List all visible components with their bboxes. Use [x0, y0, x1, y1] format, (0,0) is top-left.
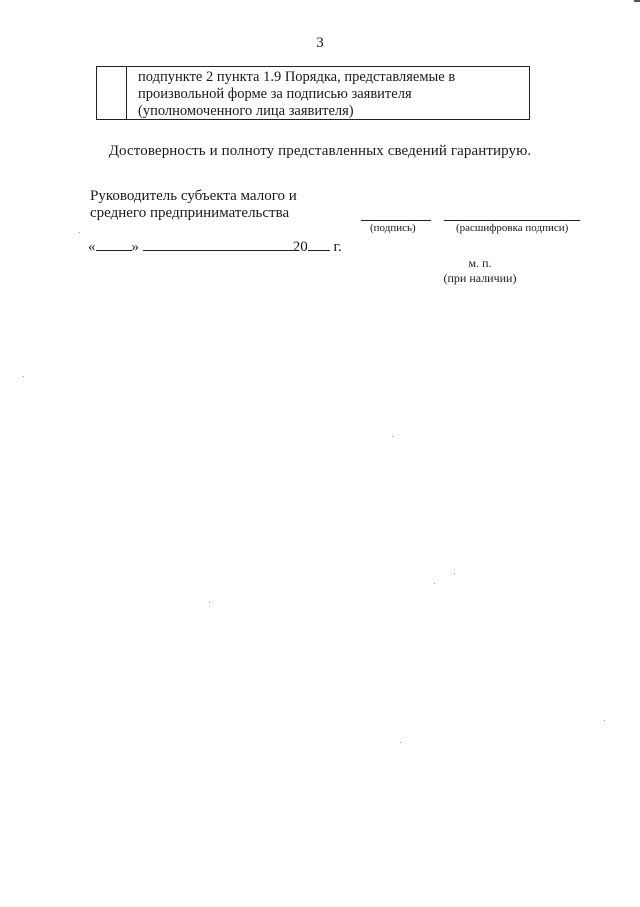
signatory-title-line: среднего предпринимательства	[90, 205, 290, 221]
stamp-place	[440, 256, 520, 286]
scan-speck	[209, 602, 210, 603]
scan-speck	[392, 436, 393, 437]
date-open-quote: «	[88, 239, 96, 255]
table-left-border	[96, 66, 97, 120]
scan-speck	[604, 720, 605, 721]
date-year-blank[interactable]	[308, 236, 330, 251]
date-month-blank[interactable]	[143, 236, 293, 251]
table-cell-text	[138, 69, 528, 120]
page-number: 3	[316, 35, 324, 51]
table-cell-line: (уполномоченного лица заявителя)	[138, 103, 354, 119]
decryption-caption: (расшифровка подписи)	[456, 222, 569, 234]
corner-mark	[634, 0, 640, 2]
table-column-divider	[126, 66, 127, 120]
date-close-quote: »	[131, 239, 139, 255]
stamp-note: (при наличии)	[443, 271, 517, 285]
table-cell-line: произвольной форме за подписью заявителя	[138, 86, 412, 102]
scan-speck	[23, 376, 24, 377]
stamp-label: м. п.	[468, 256, 492, 270]
date-row	[88, 236, 342, 256]
scan-speck	[79, 232, 80, 233]
table-top-border	[96, 66, 530, 67]
decryption-line[interactable]	[444, 220, 580, 221]
signature-line[interactable]	[361, 220, 431, 221]
table-column-divider-right	[529, 66, 530, 120]
table-cell-line: подпункте 2 пункта 1.9 Порядка, представляемые в	[138, 69, 456, 85]
guarantee-statement: Достоверность и полноту представленных сведений гарантирую.	[108, 143, 532, 159]
scan-speck	[454, 573, 455, 574]
date-year-prefix: 20	[292, 239, 308, 255]
scan-speck	[434, 583, 435, 584]
signatory-title-line: Руководитель субъекта малого и	[90, 188, 297, 204]
date-year-suffix: г.	[333, 239, 342, 255]
signatory-title	[90, 188, 297, 222]
scan-speck	[400, 742, 401, 743]
date-day-blank[interactable]	[96, 236, 132, 251]
signature-caption: (подпись)	[370, 222, 416, 234]
